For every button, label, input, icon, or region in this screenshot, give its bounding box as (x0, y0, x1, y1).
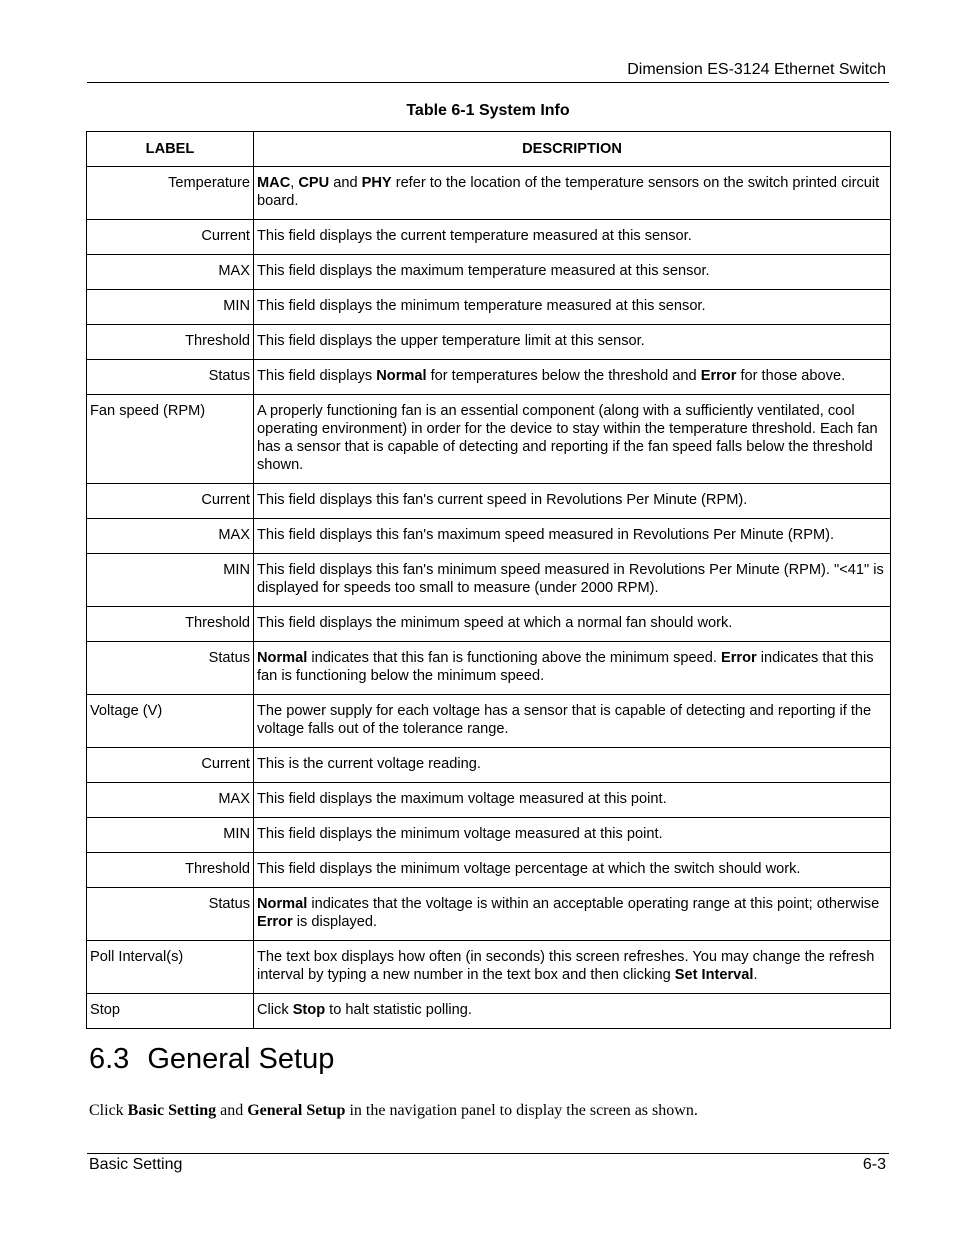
text-run: This field displays this fan's maximum speed measured in Revolutions Per Minute (RPM). (257, 527, 835, 543)
row-description (254, 395, 891, 484)
footer-chapter: Basic Setting (89, 1156, 183, 1173)
footer-page-number: 6-3 (862, 1156, 886, 1173)
row-description (254, 888, 891, 941)
text-run: Click (257, 1002, 293, 1018)
table-row (87, 554, 891, 607)
bold-text: Normal (376, 368, 427, 384)
row-description (254, 853, 891, 888)
row-label: Temperature (87, 167, 254, 220)
text-run: and (216, 1102, 248, 1119)
bold-text: Normal (257, 650, 308, 666)
bold-text: General Setup (247, 1102, 346, 1119)
row-description (254, 484, 891, 519)
text-run: The power supply for each voltage has a sensor that is capable of detecting and reporting if the voltage falls out of the tolerance range. (257, 703, 872, 737)
table-body (87, 167, 891, 1029)
table-row (87, 325, 891, 360)
row-description (254, 220, 891, 255)
text-run: indicates that the voltage is within an acceptable operating range at this point; otherwise (307, 896, 880, 912)
bold-text: Stop (292, 1002, 326, 1018)
text-run: indicates that this fan is functioning below the minimum speed. (257, 650, 874, 684)
row-label: MAX (87, 519, 254, 554)
bold-text: Basic Setting (127, 1102, 217, 1119)
table-header-row (87, 132, 891, 167)
text-run: to halt statistic polling. (325, 1002, 472, 1018)
bold-text: Error (257, 914, 293, 930)
row-description (254, 748, 891, 783)
text-run: This field displays the minimum temperature measured at this sensor. (257, 298, 706, 314)
bold-text: Error (700, 368, 737, 384)
row-label: Poll Interval(s) (87, 941, 254, 994)
table-row (87, 255, 891, 290)
row-label: MAX (87, 255, 254, 290)
text-run: for those above. (736, 368, 846, 384)
table-row (87, 695, 891, 748)
text-run: . (753, 967, 758, 983)
bold-text: PHY (361, 175, 392, 191)
row-label: Current (87, 220, 254, 255)
footer-rule (87, 1153, 889, 1154)
table-row (87, 853, 891, 888)
text-run: indicates that this fan is functioning above the minimum speed. (307, 650, 722, 666)
table-row (87, 484, 891, 519)
row-description (254, 519, 891, 554)
row-description (254, 360, 891, 395)
row-label: Threshold (87, 607, 254, 642)
row-label: Status (87, 888, 254, 941)
row-description (254, 783, 891, 818)
text-run: This field displays this fan's current speed in Revolutions Per Minute (RPM). (257, 492, 748, 508)
table-row (87, 360, 891, 395)
table-row (87, 748, 891, 783)
row-description (254, 994, 891, 1029)
bold-text: Set Interval (674, 967, 754, 983)
row-description (254, 818, 891, 853)
row-label: Stop (87, 994, 254, 1029)
row-label: Voltage (V) (87, 695, 254, 748)
header-rule (87, 82, 889, 83)
row-description (254, 167, 891, 220)
table-row (87, 888, 891, 941)
row-label: MIN (87, 818, 254, 853)
table-row (87, 220, 891, 255)
text-run: and (329, 175, 362, 191)
text-run: , (290, 175, 299, 191)
row-label: Threshold (87, 853, 254, 888)
table-row (87, 642, 891, 695)
row-label: MIN (87, 290, 254, 325)
row-label: Current (87, 484, 254, 519)
text-run: refer to the location of the temperature sensors on the switch printed circuit board. (257, 175, 880, 209)
row-label: Status (87, 642, 254, 695)
bold-text: MAC (257, 175, 291, 191)
running-header: Dimension ES-3124 Ethernet Switch (627, 61, 886, 78)
bold-text: CPU (298, 175, 330, 191)
row-description (254, 325, 891, 360)
column-header-label: LABEL (87, 132, 254, 167)
table-row (87, 395, 891, 484)
text-run: This field displays the maximum temperature measured at this sensor. (257, 263, 710, 279)
row-description (254, 607, 891, 642)
row-description (254, 290, 891, 325)
text-run: for temperatures below the threshold and (426, 368, 701, 384)
section-number: 6.3 (89, 1043, 130, 1075)
row-description (254, 255, 891, 290)
row-description (254, 554, 891, 607)
table-row (87, 994, 891, 1029)
text-run: This field displays the minimum speed at which a normal fan should work. (257, 615, 733, 631)
section-heading (89, 1043, 334, 1076)
row-label: MAX (87, 783, 254, 818)
text-run: This field displays the maximum voltage measured at this point. (257, 791, 667, 807)
text-run: This is the current voltage reading. (257, 756, 481, 772)
table-row (87, 818, 891, 853)
row-label: Current (87, 748, 254, 783)
row-label: Fan speed (RPM) (87, 395, 254, 484)
section-title: General Setup (147, 1043, 335, 1075)
table-row (87, 290, 891, 325)
row-label: Threshold (87, 325, 254, 360)
system-info-table (86, 131, 891, 1029)
text-run: A properly functioning fan is an essential component (along with a sufficiently ventilated, cool operating environment) in order for the device to stay within the temperature threshold. Each fan has a sensor that is capable of detecting and reporting if the fan speed falls below the threshold shown. (257, 403, 878, 473)
text-run: This field displays (257, 368, 377, 384)
row-description (254, 695, 891, 748)
bold-text: Error (721, 650, 757, 666)
text-run: This field displays the current temperature measured at this sensor. (257, 228, 692, 244)
table-row (87, 941, 891, 994)
table-row (87, 519, 891, 554)
table-row (87, 607, 891, 642)
table-caption: Table 6-1 System Info (406, 102, 570, 119)
table-row (87, 167, 891, 220)
text-run: This field displays the upper temperature limit at this sensor. (257, 333, 645, 349)
text-run: This field displays the minimum voltage measured at this point. (257, 826, 663, 842)
text-run: The text box displays how often (in seconds) this screen refreshes. You may change the refresh interval by typing a new number in the text box and then clicking (257, 949, 875, 983)
table-row (87, 783, 891, 818)
text-run: in the navigation panel to display the screen as shown. (345, 1102, 698, 1119)
row-description (254, 642, 891, 695)
row-label: MIN (87, 554, 254, 607)
text-run: is displayed. (292, 914, 378, 930)
column-header-description: DESCRIPTION (254, 132, 891, 167)
body-paragraph (89, 1102, 698, 1120)
row-label: Status (87, 360, 254, 395)
text-run: This field displays the minimum voltage percentage at which the switch should work. (257, 861, 801, 877)
row-description (254, 941, 891, 994)
text-run: This field displays this fan's minimum speed measured in Revolutions Per Minute (RPM). "<41" is displayed for speeds too small to measure (under 2000 RPM). (257, 562, 884, 596)
bold-text: Normal (257, 896, 308, 912)
text-run: Click (89, 1102, 128, 1119)
